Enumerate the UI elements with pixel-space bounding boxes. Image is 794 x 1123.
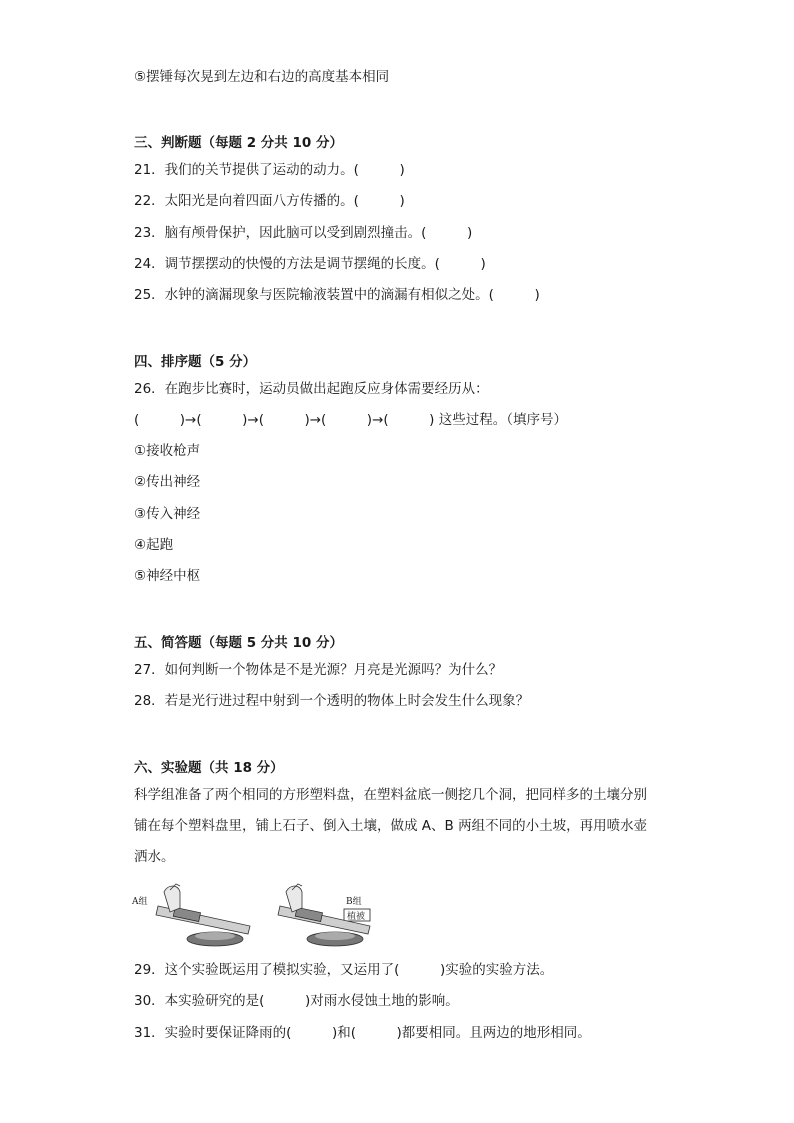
question-29: 29．这个实验既运用了模拟实验，又运用了( )实验的实验方法。: [134, 962, 554, 978]
question-22: 22．太阳光是向着四面八方传播的。( ): [134, 193, 405, 209]
question-25: 25．水钟的滴漏现象与医院输液装置中的滴漏有相似之处。( ): [134, 287, 540, 303]
group-a-label: A组: [132, 897, 148, 907]
question-28: 28．若是光行进过程中射到一个透明的物体上时会发生什么现象？: [134, 693, 530, 709]
option-5-line: ⑤摆锤每次晃到左边和右边的高度基本相同: [134, 69, 390, 85]
sequence-blanks: ( )→( )→( )→( )→( ) 这些过程。（填序号）: [134, 412, 567, 428]
group-b-illustration: [278, 884, 370, 946]
question-27: 27．如何判断一个物体是不是光源？月亮是光源吗？为什么？: [134, 662, 503, 678]
question-26: 26．在跑步比赛时，运动员做出起跑反应身体需要经历从：: [134, 381, 489, 397]
experiment-illustration: [130, 882, 390, 948]
section-4-heading: 四、排序题（5 分）: [134, 354, 257, 370]
option-3: ③传入神经: [134, 506, 201, 522]
question-24: 24．调节摆摆动的快慢的方法是调节摆绳的长度。( ): [134, 256, 486, 272]
option-5: ⑤神经中枢: [134, 568, 201, 584]
option-2: ②传出神经: [134, 474, 201, 490]
option-4: ④起跑: [134, 537, 174, 553]
group-a-illustration: [131, 884, 250, 946]
experiment-paragraph-line-3: 洒水。: [134, 849, 175, 865]
question-23: 23．脑有颅骨保护，因此脑可以受到剧烈撞击。( ): [134, 225, 473, 241]
section-3-heading: 三、判断题（每题 2 分共 10 分）: [134, 135, 343, 151]
question-31: 31．实验时要保证降雨的( )和( )都要相同。且两边的地形相同。: [134, 1025, 591, 1041]
section-5-heading: 五、简答题（每题 5 分共 10 分）: [134, 635, 343, 651]
question-21: 21．我们的关节提供了运动的动力。( ): [134, 162, 405, 178]
vegetation-tag: 植被: [347, 912, 366, 922]
option-1: ①接收枪声: [134, 443, 201, 459]
experiment-paragraph-line-2: 铺在每个塑料盘里，铺上石子、倒入土壤，做成 A、B 两组不同的小土坡，再用喷水壶: [134, 818, 648, 834]
group-b-label: B组: [346, 897, 362, 907]
experiment-paragraph-line-1: 科学组准备了两个相同的方形塑料盘，在塑料盆底一侧挖几个洞，把同样多的土壤分别: [134, 787, 647, 803]
section-6-heading: 六、实验题（共 18 分）: [134, 760, 284, 776]
question-30: 30．本实验研究的是( )对雨水侵蚀土地的影响。: [134, 993, 459, 1009]
